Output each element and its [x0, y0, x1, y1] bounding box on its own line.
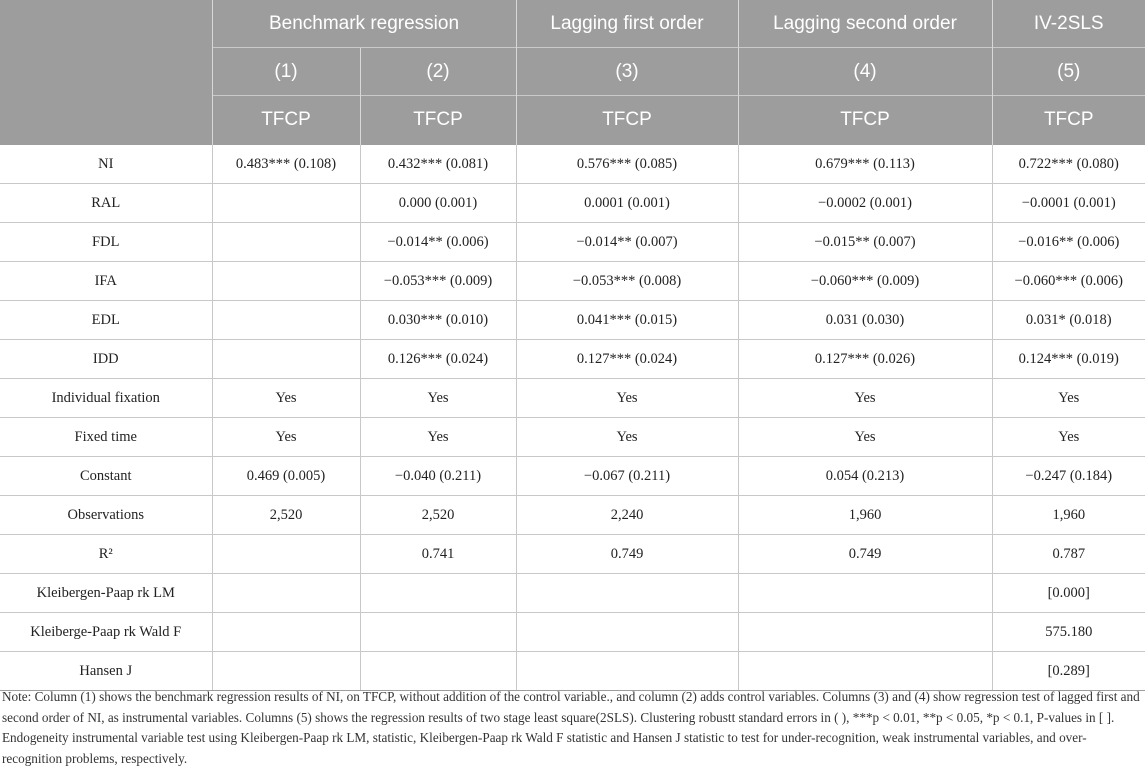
table-cell [212, 613, 360, 652]
table-cell: 0.0001 (0.001) [516, 184, 738, 223]
row-label: NI [0, 145, 212, 184]
row-label: R² [0, 535, 212, 574]
table-cell: −0.067 (0.211) [516, 457, 738, 496]
header-group-iv: IV-2SLS [992, 0, 1145, 48]
dep-var: TFCP [212, 96, 360, 145]
row-label: EDL [0, 301, 212, 340]
table-cell: 0.030*** (0.010) [360, 301, 516, 340]
table-cell: 575.180 [992, 613, 1145, 652]
table-row [0, 379, 1145, 418]
table-cell: 0.741 [360, 535, 516, 574]
table-cell [516, 652, 738, 691]
table-row [0, 574, 1145, 613]
table-cell [738, 613, 992, 652]
header-group-row [0, 0, 1145, 48]
table-cell: 0.126*** (0.024) [360, 340, 516, 379]
table-cell: 0.127*** (0.026) [738, 340, 992, 379]
table-cell: 0.127*** (0.024) [516, 340, 738, 379]
table-cell: 0.031* (0.018) [992, 301, 1145, 340]
header-group-lag1: Lagging first order [516, 0, 738, 48]
row-label: Individual fixation [0, 379, 212, 418]
table-cell: Yes [738, 418, 992, 457]
table-cell: 0.787 [992, 535, 1145, 574]
table-row [0, 652, 1145, 691]
table-cell: Yes [992, 379, 1145, 418]
table-row [0, 223, 1145, 262]
table-note: Note: Column (1) shows the benchmark regression results of NI, on TFCP, without addition of the control variable., and column (2) adds control variables. Columns (3) and (4) show regression test of lagged first and second order of NI, as instrumental variables. Columns (5) shows the regression results of two stage least square(2SLS). Clustering robustt standard errors in ( ), ***p < 0.01, **p < 0.05, *p < 0.1, P-values in [ ]. Endogeneity instrumental variable test using Kleibergen-Paap rk LM, statistic, Kleibergen-Paap rk Wald F statistic and Hansen J statistic to test for under-recognition, weak instrumental variables, and over-recognition problems, respectively. [2, 689, 1140, 766]
table-cell: 0.749 [738, 535, 992, 574]
row-label: Kleiberge-Paap rk Wald F [0, 613, 212, 652]
col-number: (2) [360, 48, 516, 96]
table-cell: Yes [516, 379, 738, 418]
table-cell: 0.469 (0.005) [212, 457, 360, 496]
table-cell: −0.015** (0.007) [738, 223, 992, 262]
table-cell: −0.053*** (0.009) [360, 262, 516, 301]
table-cell [212, 301, 360, 340]
table-cell: Yes [212, 379, 360, 418]
table-cell: −0.060*** (0.006) [992, 262, 1145, 301]
table-cell: Yes [212, 418, 360, 457]
col-number: (5) [992, 48, 1145, 96]
table-cell: 0.000 (0.001) [360, 184, 516, 223]
table-cell: 0.054 (0.213) [738, 457, 992, 496]
table-row [0, 457, 1145, 496]
table-row [0, 535, 1145, 574]
table-cell: Yes [738, 379, 992, 418]
table-cell: Yes [516, 418, 738, 457]
table-cell: 0.124*** (0.019) [992, 340, 1145, 379]
table-cell: 0.749 [516, 535, 738, 574]
col-number: (4) [738, 48, 992, 96]
header-corner [0, 0, 212, 145]
table-cell [738, 574, 992, 613]
table-cell: −0.0001 (0.001) [992, 184, 1145, 223]
table-row [0, 418, 1145, 457]
table-cell: −0.016** (0.006) [992, 223, 1145, 262]
table-cell [360, 574, 516, 613]
table-row [0, 340, 1145, 379]
table-cell: 2,520 [360, 496, 516, 535]
table-cell: −0.014** (0.006) [360, 223, 516, 262]
row-label: IDD [0, 340, 212, 379]
table-cell [212, 652, 360, 691]
table-cell: 1,960 [992, 496, 1145, 535]
table-cell [212, 184, 360, 223]
table-cell [212, 223, 360, 262]
table-cell [212, 262, 360, 301]
table-row [0, 613, 1145, 652]
table-cell [516, 613, 738, 652]
table-cell: −0.040 (0.211) [360, 457, 516, 496]
table-cell: Yes [360, 379, 516, 418]
table-cell: 0.041*** (0.015) [516, 301, 738, 340]
row-label: RAL [0, 184, 212, 223]
table-cell: −0.014** (0.007) [516, 223, 738, 262]
col-number: (3) [516, 48, 738, 96]
dep-var: TFCP [992, 96, 1145, 145]
table-cell: 1,960 [738, 496, 992, 535]
table-cell: [0.289] [992, 652, 1145, 691]
table-cell: 2,520 [212, 496, 360, 535]
row-label: IFA [0, 262, 212, 301]
table-cell [360, 652, 516, 691]
dep-var: TFCP [738, 96, 992, 145]
row-label: Constant [0, 457, 212, 496]
row-label: FDL [0, 223, 212, 262]
row-label: Kleibergen-Paap rk LM [0, 574, 212, 613]
table-header [0, 0, 1145, 145]
table-cell [738, 652, 992, 691]
dep-var: TFCP [516, 96, 738, 145]
table-row [0, 262, 1145, 301]
table-cell: −0.053*** (0.008) [516, 262, 738, 301]
row-label: Observations [0, 496, 212, 535]
table-body [0, 145, 1145, 691]
table-row [0, 184, 1145, 223]
col-number: (1) [212, 48, 360, 96]
table-cell: [0.000] [992, 574, 1145, 613]
table-cell: −0.060*** (0.009) [738, 262, 992, 301]
table-cell: Yes [360, 418, 516, 457]
table-row [0, 496, 1145, 535]
header-group-benchmark: Benchmark regression [212, 0, 516, 48]
table-cell: 2,240 [516, 496, 738, 535]
table-cell [212, 574, 360, 613]
table-cell: −0.0002 (0.001) [738, 184, 992, 223]
table-cell: 0.679*** (0.113) [738, 145, 992, 184]
table-cell: 0.483*** (0.108) [212, 145, 360, 184]
table-cell: 0.576*** (0.085) [516, 145, 738, 184]
row-label: Hansen J [0, 652, 212, 691]
table-row [0, 301, 1145, 340]
table-cell: 0.432*** (0.081) [360, 145, 516, 184]
table-row [0, 145, 1145, 184]
table-cell: 0.722*** (0.080) [992, 145, 1145, 184]
table-cell [212, 535, 360, 574]
row-label: Fixed time [0, 418, 212, 457]
dep-var: TFCP [360, 96, 516, 145]
table-cell [516, 574, 738, 613]
table-cell [212, 340, 360, 379]
table-cell: −0.247 (0.184) [992, 457, 1145, 496]
table-cell: 0.031 (0.030) [738, 301, 992, 340]
table-cell: Yes [992, 418, 1145, 457]
header-group-lag2: Lagging second order [738, 0, 992, 48]
table-cell [360, 613, 516, 652]
